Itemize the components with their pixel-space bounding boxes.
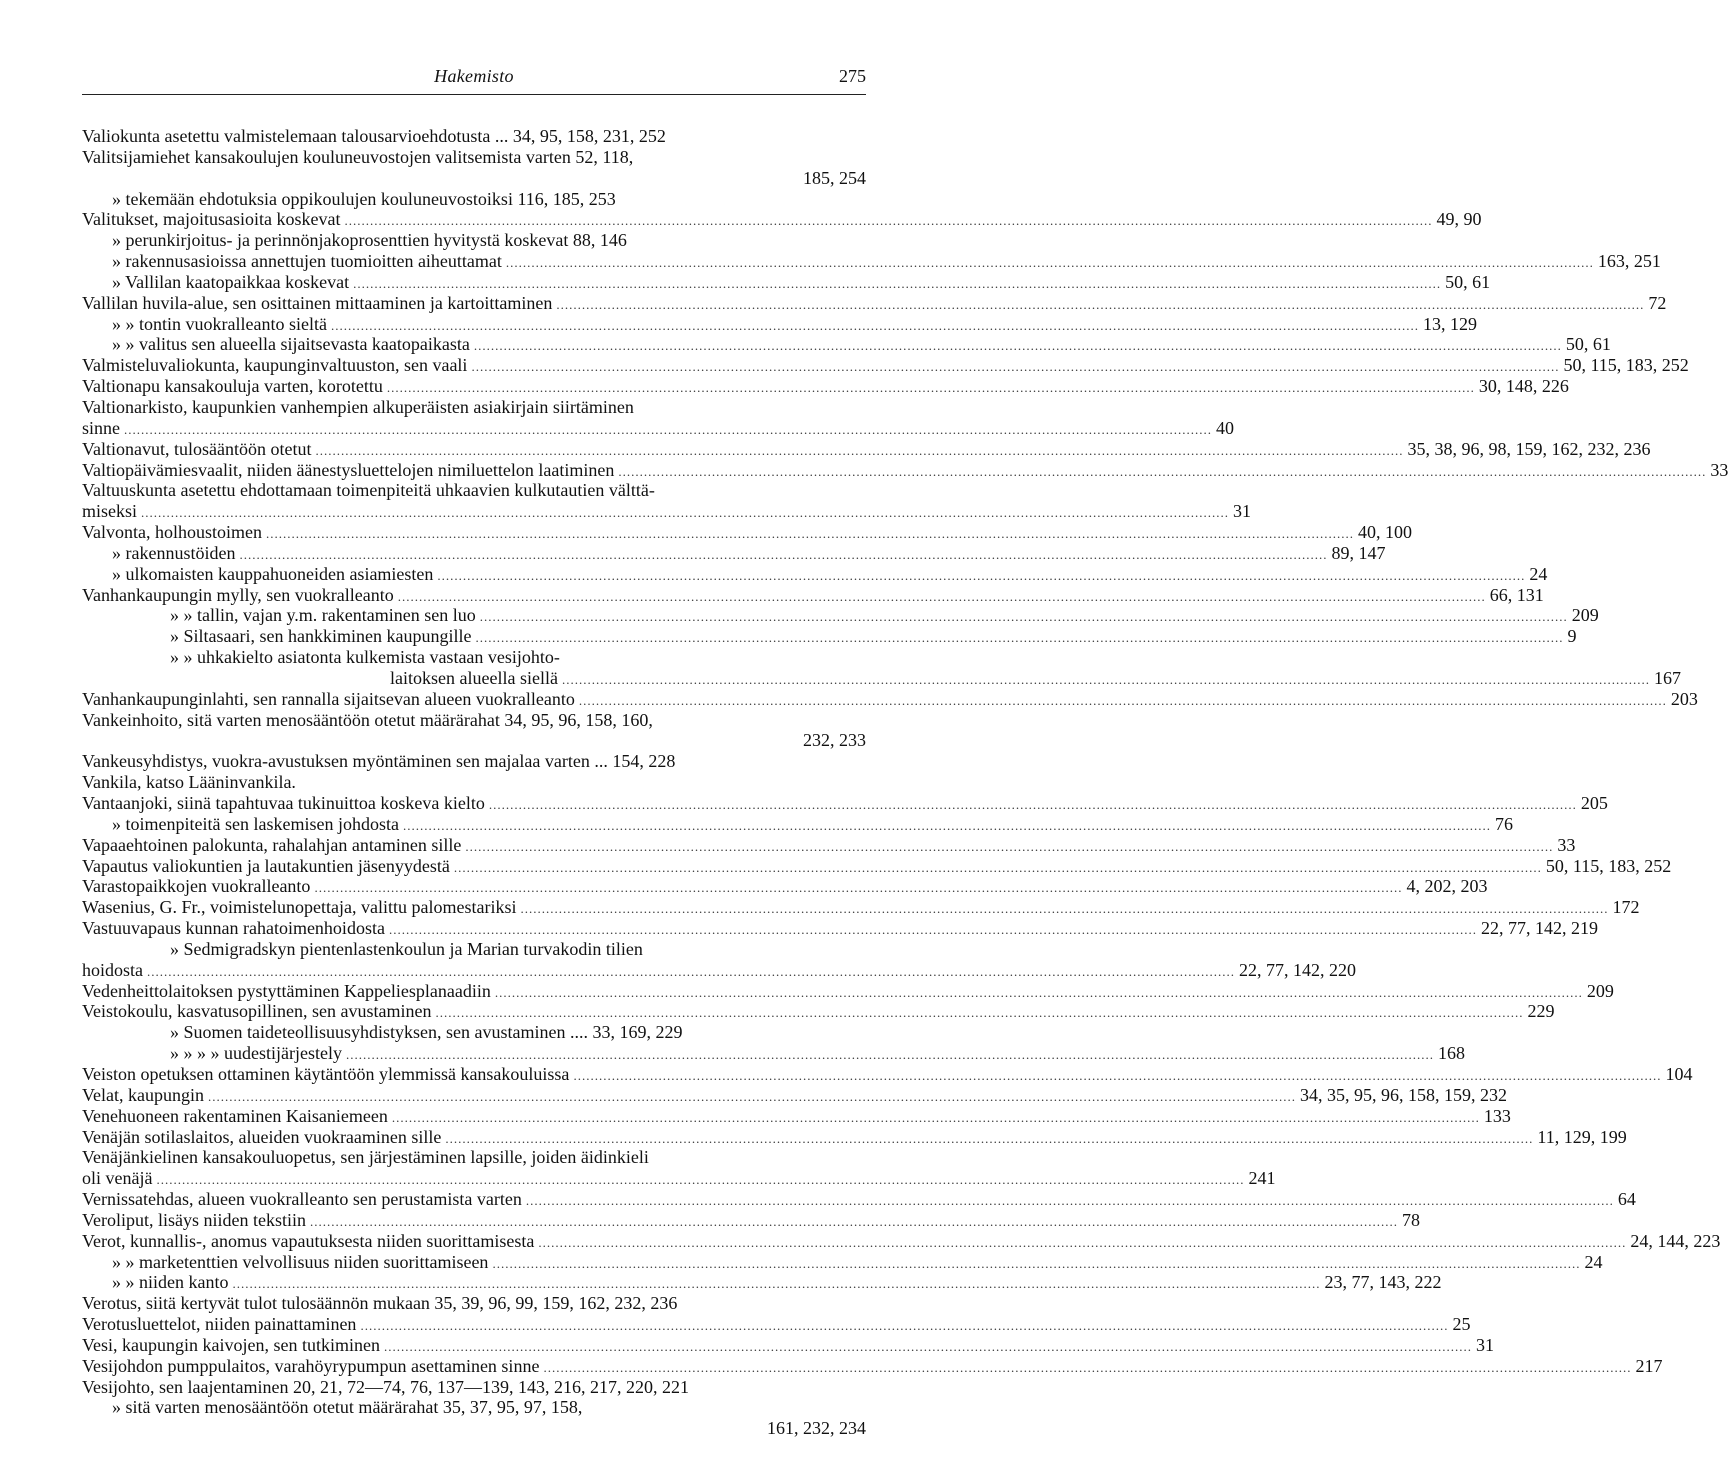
entry-text: » toimenpiteitä sen laskemisen johdosta: [112, 813, 399, 834]
leader-dots: [387, 378, 1475, 399]
entry-pages: 40, 100: [1357, 522, 1412, 543]
running-title: Hakemisto: [434, 66, 514, 86]
index-entry: [82, 793, 1608, 814]
entry-text: Valmisteluvaliokunta, kaupunginvaltuuston, sen vaali: [82, 355, 468, 376]
entry-pages: 4, 202, 203: [1406, 876, 1488, 897]
leader-dots: [618, 462, 1706, 483]
leader-dots: [489, 795, 1577, 816]
entry-text: » rakennustöiden: [112, 542, 236, 563]
entry-pages: 168: [1437, 1043, 1465, 1064]
leader-dots: [389, 920, 1477, 941]
entry-pages: 33: [1710, 459, 1728, 480]
leader-dots: [556, 295, 1644, 316]
entry-text: miseksi: [82, 501, 138, 522]
entry-pages: 13, 129: [1422, 313, 1477, 334]
entry-text: Velat, kaupungin: [82, 1084, 204, 1105]
leader-dots: [492, 1254, 1580, 1275]
entry-pages: 34, 35, 95, 96, 158, 159, 232: [1299, 1084, 1507, 1105]
entry-text: Wasenius, G. Fr., voimistelunopettaja, valittu palomestariksi: [82, 897, 517, 918]
entry-pages: 76: [1494, 813, 1513, 834]
index-entry: [82, 772, 866, 793]
index-entry: [82, 1105, 1511, 1127]
leader-dots: [435, 1003, 1523, 1024]
entry-pages: 49, 90: [1436, 209, 1482, 230]
index-entry: [82, 209, 1482, 230]
entry-text: Valtuuskunta asetettu ehdottamaan toimenpiteitä uhkaavien kulkutautien välttä-: [82, 480, 655, 501]
entry-pages: 22, 77, 142, 219: [1480, 918, 1598, 939]
entry-text: Vesi, kaupungin kaivojen, sen tutkiminen: [82, 1334, 380, 1355]
entry-pages: 11, 129, 199: [1537, 1126, 1627, 1147]
leader-dots: [124, 420, 1212, 441]
entry-text: Valtionarkisto, kaupunkien vanhempien alkuperäisten asiakirjain siirtäminen: [82, 396, 634, 417]
entry-pages: 33: [1557, 834, 1576, 855]
leader-dots: [147, 962, 1235, 983]
entry-text: » » » » uudestijärjestely: [170, 1043, 342, 1064]
entry-pages: 133: [1483, 1105, 1511, 1126]
index-entry: [82, 1001, 1555, 1022]
index-entry: [82, 501, 1252, 522]
entry-pages: 24: [1529, 563, 1548, 584]
index-entry: [82, 1084, 1507, 1106]
entry-text: Varastopaikkojen vuokralleanto: [82, 876, 311, 897]
entry-text: » » marketenttien velvollisuus niiden suorittamiseen: [112, 1251, 489, 1272]
entry-text: » Siltasaari, sen hankkiminen kaupungille: [170, 626, 472, 647]
leader-dots: [141, 503, 1229, 524]
leader-dots: [392, 1108, 1480, 1129]
index-entries: [82, 126, 1728, 1439]
leader-dots: [474, 336, 1562, 357]
entry-text: Veiston opetuksen ottaminen käytäntöön ylemmissä kansakouluissa: [82, 1063, 570, 1084]
index-entry: [82, 189, 866, 210]
index-entry: [82, 313, 1477, 335]
entry-pages: 229: [1527, 1001, 1555, 1022]
leader-dots: [315, 441, 1403, 462]
index-entry: [82, 897, 1640, 918]
entry-text: Vernissatehdas, alueen vuokralleanto sen perustamista varten: [82, 1189, 522, 1210]
leader-dots: [239, 545, 1327, 566]
index-entry: [82, 918, 1598, 939]
leader-dots: [384, 1337, 1472, 1358]
leader-dots: [506, 253, 1594, 274]
entry-text: » » valitus sen alueella sijaitsevasta kaatopaikasta: [112, 334, 470, 355]
entry-pages: 22, 77, 142, 220: [1239, 959, 1356, 980]
leader-dots: [331, 316, 1419, 337]
leader-dots: [579, 691, 1667, 712]
entry-pages: 209: [1586, 980, 1614, 1001]
leader-dots: [480, 607, 1568, 628]
entry-text: » » tallin, vajan y.m. rakentaminen sen luo: [170, 605, 476, 626]
entry-pages: 78: [1401, 1209, 1420, 1230]
index-entry: [82, 1272, 1442, 1293]
index-entry: [82, 292, 1667, 314]
entry-pages: 31: [1233, 501, 1252, 522]
index-entry: [82, 1043, 1465, 1064]
leader-dots: [454, 858, 1542, 879]
entry-text: Valitsijamiehet kansakoulujen kouluneuvostojen valitsemista varten 52, 118,: [82, 146, 634, 167]
index-entry: [82, 1063, 1693, 1085]
index-entry: [82, 126, 866, 147]
index-entry: [82, 417, 1234, 439]
index-entry: [82, 1168, 1276, 1189]
entry-pages: 50, 61: [1565, 334, 1611, 355]
leader-dots: [344, 211, 1432, 232]
index-entry: [82, 1293, 866, 1314]
index-entry: [82, 1189, 1636, 1210]
index-entry: [82, 1251, 1603, 1273]
entry-pages: 24: [1584, 1251, 1603, 1272]
index-entry: [82, 1377, 866, 1398]
leader-dots: [403, 816, 1491, 837]
leader-dots: [573, 1066, 1661, 1087]
index-entry: [82, 1314, 1471, 1335]
leader-dots: [543, 1358, 1631, 1379]
entry-text: Veistokoulu, kasvatusopillinen, sen avustaminen: [82, 1001, 432, 1022]
entry-pages: 241: [1248, 1168, 1276, 1189]
index-entry: [82, 605, 1599, 626]
entry-text: Vanhankaupungin mylly, sen vuokralleanto: [82, 584, 394, 605]
index-entry: [82, 1209, 1420, 1231]
index-entry: [82, 563, 1548, 585]
entry-pages: 185, 254: [803, 167, 866, 188]
entry-text: Vankeinhoito, sitä varten menosääntöön otetut määrärahat 34, 95, 96, 158, 160,: [82, 709, 653, 730]
entry-pages: 205: [1580, 793, 1608, 813]
index-entry: [82, 1418, 866, 1439]
entry-text: Vallilan huvila-alue, sen osittainen mittaaminen ja kartoittaminen: [82, 292, 553, 313]
entry-text: Verotusluettelot, niiden painattaminen: [82, 1314, 357, 1335]
entry-pages: 31: [1475, 1334, 1494, 1355]
leader-dots: [310, 1212, 1398, 1233]
entry-pages: 104: [1665, 1063, 1693, 1084]
entry-text: » Sedmigradskyn pientenlastenkoulun ja Marian turvakodin tilien: [170, 938, 643, 959]
index-entry: [82, 876, 1488, 897]
index-entry: [82, 168, 866, 189]
index-entry: [82, 334, 1611, 355]
index-entry: [82, 1022, 866, 1043]
leader-dots: [437, 566, 1525, 587]
entry-text: Vesijohdon pumppulaitos, varahöyrypumpun asettaminen sinne: [82, 1355, 540, 1376]
entry-pages: 64: [1617, 1189, 1636, 1210]
entry-text: Vedenheittolaitoksen pystyttäminen Kappeliesplanaadiin: [82, 980, 491, 1001]
entry-text: sinne: [82, 417, 120, 438]
entry-text: » » niiden kanto: [112, 1272, 229, 1293]
leader-dots: [360, 1316, 1448, 1337]
entry-pages: 25: [1452, 1314, 1471, 1335]
entry-pages: 72: [1648, 292, 1667, 313]
index-entry: [82, 230, 866, 251]
page-number: 275: [839, 66, 866, 86]
entry-text: » perunkirjoitus- ja perinnönjakoprosenttien hyvitystä koskevat 88, 146: [112, 230, 627, 251]
entry-pages: 89, 147: [1331, 542, 1386, 563]
leader-dots: [266, 524, 1354, 545]
entry-text: Venäjänkielinen kansakouluopetus, sen järjestäminen lapsille, joiden äidinkieli: [82, 1147, 649, 1168]
entry-text: Veroliput, lisäys niiden tekstiin: [82, 1209, 306, 1230]
index-entry: [82, 542, 1386, 564]
index-entry: [82, 980, 1614, 1002]
leader-dots: [156, 1170, 1244, 1191]
leader-dots: [353, 274, 1441, 295]
entry-text: » Suomen taideteollisuusyhdistyksen, sen avustaminen .... 33, 169, 229: [170, 1022, 683, 1043]
leader-dots: [314, 878, 1402, 899]
leader-dots: [521, 899, 1609, 920]
entry-text: Valtiopäivämiesvaalit, niiden äänestysluettelojen nimiluettelon laatiminen: [82, 459, 615, 480]
entry-text: Verotus, siitä kertyvät tulot tulosäännön mukaan 35, 39, 96, 99, 159, 162, 232, 236: [82, 1293, 678, 1314]
entry-text: Vantaanjoki, siinä tapahtuvaa tukinuittoa koskeva kielto: [82, 793, 485, 813]
entry-text: » ulkomaisten kauppahuoneiden asiamiesten: [112, 563, 434, 584]
leader-dots: [538, 1233, 1626, 1254]
leader-dots: [346, 1045, 1434, 1066]
index-entry: [82, 855, 1672, 877]
index-entry: [82, 1126, 1627, 1148]
index-entry: [82, 251, 1661, 272]
entry-text: oli venäjä: [82, 1168, 153, 1189]
entry-text: Venäjän sotilaslaitos, alueiden vuokraaminen sille: [82, 1126, 442, 1147]
entry-pages: 232, 233: [803, 730, 866, 751]
entry-pages: 167: [1653, 667, 1681, 688]
entry-text: » Vallilan kaatopaikkaa koskevat: [112, 271, 350, 292]
entry-pages: 50, 115, 183, 252: [1545, 855, 1672, 876]
entry-pages: 209: [1571, 605, 1599, 626]
entry-text: Vastuuvapaus kunnan rahatoimenhoidosta: [82, 918, 385, 939]
entry-text: Valitukset, majoitusasioita koskevat: [82, 209, 341, 230]
index-entry: [82, 688, 1698, 710]
entry-pages: 9: [1567, 626, 1577, 647]
index-entry: [82, 667, 1681, 689]
leader-dots: [562, 670, 1650, 691]
index-entry: [82, 584, 1544, 606]
index-entry: [82, 1230, 1721, 1252]
index-entry: [82, 626, 1577, 647]
leader-dots: [465, 837, 1553, 858]
index-entry: [82, 751, 866, 772]
index-entry: [82, 397, 866, 418]
entry-pages: 50, 61: [1445, 271, 1491, 292]
index-entry: [82, 438, 1651, 460]
entry-pages: 217: [1635, 1355, 1663, 1376]
leader-dots: [208, 1087, 1296, 1108]
index-entry: [82, 834, 1576, 856]
page-header: [82, 64, 866, 95]
entry-text: » » uhkakielto asiatonta kulkemista vastaan vesijohto-: [170, 647, 560, 668]
leader-dots: [471, 357, 1559, 378]
entry-pages: 66, 131: [1489, 584, 1544, 605]
entry-pages: 35, 38, 96, 98, 159, 162, 232, 236: [1407, 438, 1651, 459]
index-entry: [82, 1147, 866, 1168]
index-entry: [82, 271, 1491, 293]
leader-dots: [475, 628, 1563, 649]
entry-text: Vapautus valiokuntien ja lautakuntien jäsenyydestä: [82, 855, 450, 876]
index-entry: [82, 459, 1728, 481]
entry-pages: 203: [1670, 688, 1698, 709]
index-entry: [82, 939, 866, 960]
entry-pages: 163, 251: [1597, 251, 1661, 272]
index-entry: [82, 147, 866, 168]
entry-text: hoidosta: [82, 959, 143, 980]
entry-text: Valtionapu kansakouluja varten, korotettu: [82, 376, 383, 397]
leader-dots: [232, 1274, 1320, 1295]
entry-pages: 30, 148, 226: [1478, 376, 1569, 397]
entry-text: Vankila, katso Lääninvankila.: [82, 772, 296, 793]
entry-pages: 161, 232, 234: [767, 1418, 866, 1439]
entry-text: » sitä varten menosääntöön otetut määrärahat 35, 37, 95, 97, 158,: [112, 1397, 583, 1418]
index-entry: [82, 1397, 866, 1418]
leader-dots: [526, 1191, 1614, 1212]
entry-text: » tekemään ehdotuksia oppikoulujen kouluneuvostoiksi 116, 185, 253: [112, 188, 616, 209]
entry-pages: 50, 115, 183, 252: [1563, 355, 1689, 376]
entry-text: Vankeusyhdistys, vuokra-avustuksen myöntäminen sen majalaa varten ... 154, 228: [82, 751, 676, 772]
entry-text: Valvonta, holhoustoimen: [82, 522, 262, 543]
index-entry: [82, 522, 1412, 543]
entry-text: Valtionavut, tulosääntöön otetut: [82, 438, 312, 459]
entry-text: Vesijohto, sen laajentaminen 20, 21, 72—74, 76, 137—139, 143, 216, 217, 220, 221: [82, 1376, 689, 1397]
index-entry: [82, 376, 1569, 397]
entry-pages: 40: [1216, 417, 1234, 438]
entry-text: Vanhankaupunginlahti, sen rannalla sijaitsevan alueen vuokralleanto: [82, 688, 575, 709]
entry-text: laitoksen alueella siellä: [390, 667, 558, 688]
entry-pages: 23, 77, 143, 222: [1324, 1272, 1442, 1293]
index-entry: [82, 730, 866, 751]
leader-dots: [398, 587, 1486, 608]
entry-text: Venehuoneen rakentaminen Kaisaniemeen: [82, 1105, 388, 1126]
index-entry: [82, 647, 866, 668]
entry-text: Valiokunta asetettu valmistelemaan talousarvioehdotusta ... 34, 95, 158, 231, 252: [82, 126, 666, 146]
entry-text: Vapaaehtoinen palokunta, rahalahjan antaminen sille: [82, 834, 462, 855]
index-entry: [82, 1334, 1494, 1356]
leader-dots: [445, 1129, 1533, 1150]
entry-text: » rakennusasioissa annettujen tuomioitten aiheuttamat: [112, 251, 502, 272]
entry-text: » » tontin vuokralleanto sieltä: [112, 313, 327, 334]
index-entry: [82, 959, 1356, 981]
index-entry: [82, 710, 866, 731]
entry-pages: 24, 144, 223: [1630, 1230, 1721, 1251]
index-entry: [82, 813, 1513, 835]
index-entry: [82, 355, 1689, 376]
index-entry: [82, 1355, 1663, 1377]
entry-text: Verot, kunnallis-, anomus vapautuksesta niiden suorittamisesta: [82, 1230, 535, 1251]
index-entry: [82, 480, 866, 501]
leader-dots: [495, 983, 1583, 1004]
entry-pages: 172: [1612, 897, 1640, 918]
